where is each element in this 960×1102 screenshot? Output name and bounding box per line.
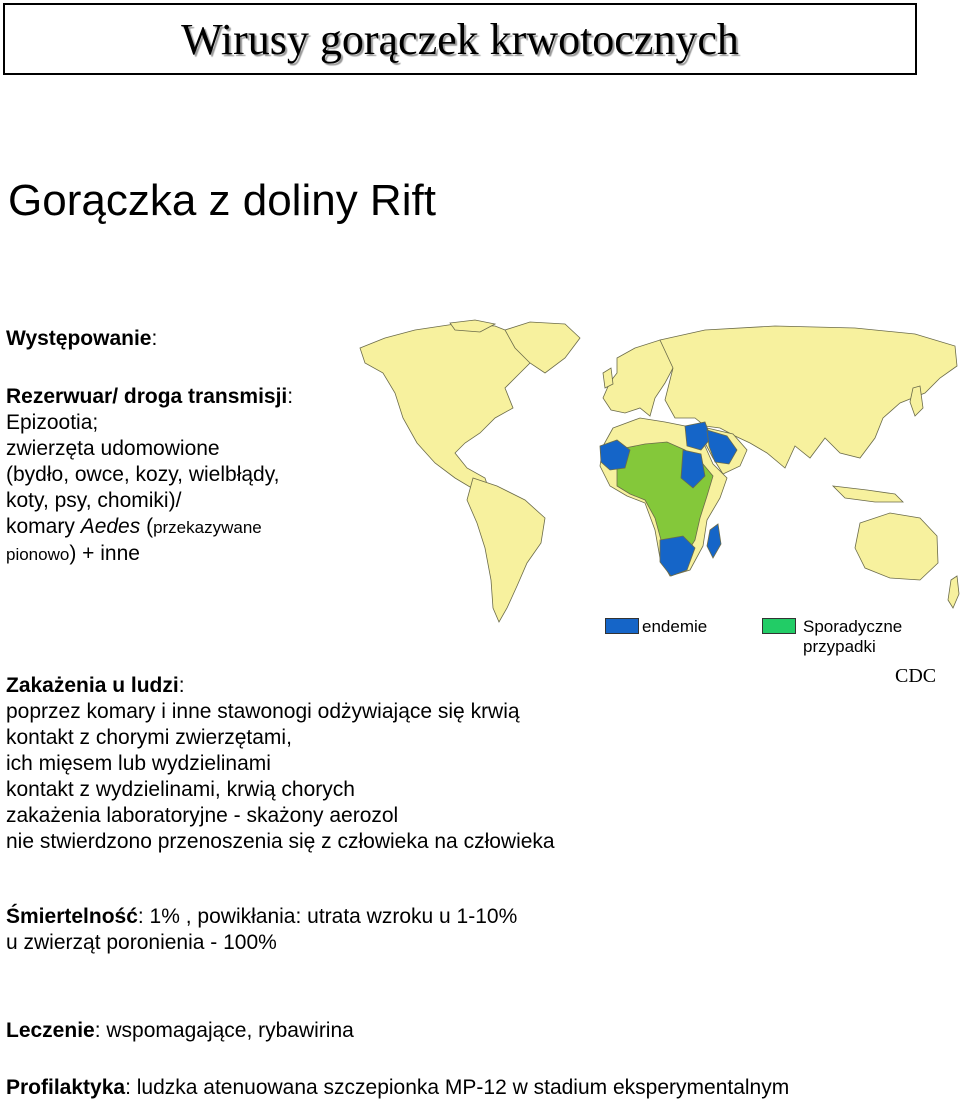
reservoir-section [6,384,293,568]
mortality-line-2: u zwierząt poronienia - 100% [6,931,277,954]
page-title: Wirusy gorączek krwotocznych [181,15,739,64]
map-australia [855,513,938,580]
treatment-value: : wspomagające, rybawirina [94,1019,354,1042]
human-infections-heading [6,673,555,699]
mortality-section [6,904,517,956]
reservoir-vertical-2: pionowo [6,545,70,564]
mortality-line-1 [6,904,517,930]
human-infections-section [6,673,555,855]
legend-label-endemic: endemie [642,617,708,636]
reservoir-other: ) + inne [69,542,140,565]
map-indonesia [833,486,903,502]
reservoir-paren: ( [140,515,154,538]
reservoir-line-4: koty, psy, chomiki)/ [6,489,182,512]
treatment-label: Leczenie [6,1019,95,1042]
treatment-line [6,1018,354,1044]
occurrence-label: Występowanie [6,327,152,350]
reservoir-vector-genus: Aedes [80,515,141,538]
reservoir-label: Rezerwuar/ droga transmisji [6,385,288,408]
legend-label-sporadic-2: przypadki [803,637,876,656]
reservoir-line-6 [6,541,293,568]
map-new-zealand [948,576,959,608]
reservoir-vector-pre: komary [6,515,81,538]
human-infections-line-5: zakażenia laboratoryjne - skażony aerozol [6,804,399,827]
human-infections-line-2: kontakt z chorymi zwierzętami, [6,726,292,749]
prophylaxis-line [6,1075,789,1101]
page-subtitle: Gorączka z doliny Rift [8,176,436,225]
legend-swatch-endemic [605,618,639,634]
human-infections-sep: : [178,674,185,697]
human-infections-line-3: ich mięsem lub wydzielinami [6,752,271,775]
reservoir-line-3: (bydło, owce, kozy, wielbłądy, [6,463,280,486]
reservoir-heading [6,384,293,410]
map-south-america [467,478,545,622]
mortality-value: : 1% , powikłania: utrata wzroku u 1-10% [137,905,518,928]
legend-swatch-sporadic [762,618,796,634]
world-map [355,318,960,624]
legend-label-sporadic-1: Sporadyczne [803,617,903,636]
mortality-label: Śmiertelność [6,905,138,928]
map-europe [603,340,675,416]
reservoir-line-5 [6,514,293,541]
map-africa-endemic-madagascar [707,524,721,558]
reservoir-vertical-1: przekazywane [153,518,262,537]
reservoir-line-2: zwierzęta udomowione [6,437,220,460]
reservoir-line-1: Epizootia; [6,411,99,434]
map-north-america [360,324,535,493]
occurrence-sep: : [151,327,158,350]
legend-label-sporadic [803,617,902,657]
human-infections-line-4: kontakt z wydzielinami, krwią chorych [6,778,355,801]
source-credit: CDC [895,665,937,687]
human-infections-line-6: nie stwierdzono przenoszenia się z człowieka na człowieka [6,830,555,853]
human-infections-label: Zakażenia u ludzi [6,674,179,697]
occurrence-heading [6,326,157,352]
title-box [3,3,917,75]
human-infections-line-1: poprzez komary i inne stawonogi odżywiające się krwią [6,700,520,723]
prophylaxis-label: Profilaktyka [6,1076,126,1099]
prophylaxis-value: : ludzka atenuowana szczepionka MP-12 w stadium eksperymentalnym [125,1076,790,1099]
reservoir-sep: : [287,385,294,408]
map-britain [603,368,613,388]
